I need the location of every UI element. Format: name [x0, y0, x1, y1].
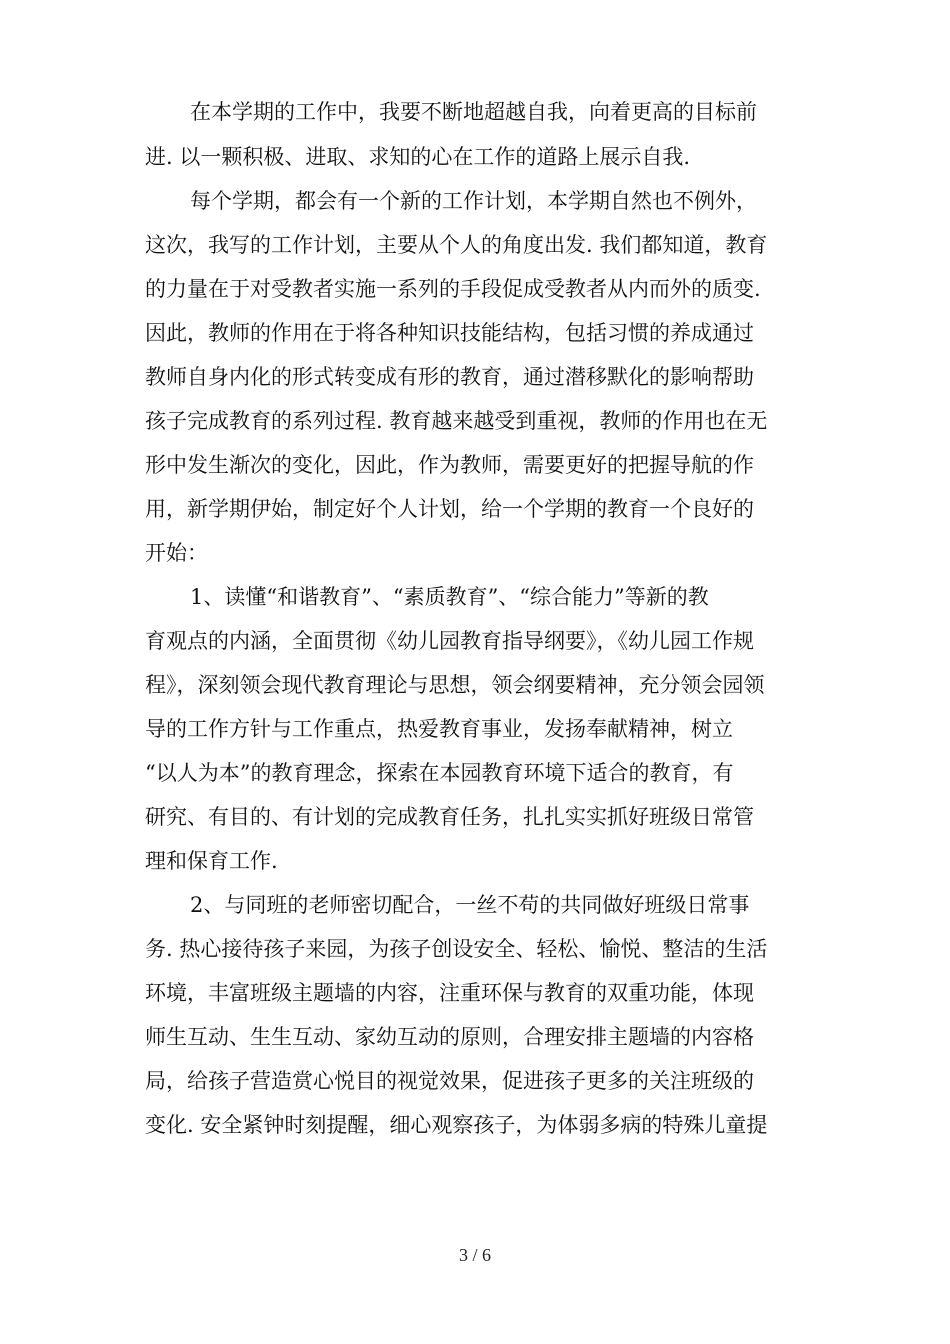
text-line: 理和保育工作. — [145, 849, 278, 873]
text-line: 在本学期的工作中，我要不断地超越自我，向着更高的目标前 — [190, 100, 757, 124]
text-line: “以人为本”的教育理念，探索在本园教育环境下适合的教育，有 — [145, 761, 734, 785]
text-line: 因此，教师的作用在于将各种知识技能结构，包括习惯的养成通过 — [145, 321, 754, 345]
page-number: 3 / 6 — [458, 1245, 491, 1265]
text-line: 研究、有目的、有计划的完成教育任务，扎扎实实抓好班级日常管 — [145, 805, 754, 829]
text-line: 局，给孩子营造赏心悦目的视觉效果，促进孩子更多的关注班级的 — [145, 1069, 754, 1093]
text-line: 环境，丰富班级主题墙的内容，注重环保与教育的双重功能，体现 — [145, 981, 754, 1005]
text-line: 务. 热心接待孩子来园，为孩子创设安全、轻松、愉悦、整洁的生活 — [145, 937, 768, 961]
text-line: 形中发生渐次的变化，因此，作为教师，需要更好的把握导航的作 — [145, 453, 754, 477]
text-line: 导的工作方针与工作重点，热爱教育事业，发扬奉献精神，树立 — [145, 717, 733, 741]
text-line: 2、与同班的老师密切配合，一丝不苟的共同做好班级日常事 — [190, 893, 750, 917]
text-line: 用，新学期伊始，制定好个人计划，给一个学期的教育一个良好的 — [145, 497, 754, 521]
text-line: 进. 以一颗积极、进取、求知的心在工作的道路上展示自我. — [145, 145, 691, 169]
text-line: 开始： — [145, 541, 208, 565]
text-line: 程》，深刻领会现代教育理论与思想，领会纲要精神，充分领会园领 — [145, 673, 765, 697]
text-line: 每个学期，都会有一个新的工作计划，本学期自然也不例外， — [190, 189, 757, 213]
text-line: 变化. 安全紧钟时刻提醒，细心观察孩子，为体弱多病的特殊儿童提 — [145, 1113, 768, 1137]
text-line: 的力量在于对受教者实施一系列的手段促成受教者从内而外的质变. — [145, 277, 761, 301]
text-line: 这次，我写的工作计划，主要从个人的角度出发. 我们都知道，教育 — [145, 233, 768, 257]
text-line: 1、读懂“和谐教育”、“素质教育”、“综合能力”等新的教 — [190, 585, 709, 609]
text-line: 孩子完成教育的系列过程. 教育越来越受到重视，教师的作用也在无 — [145, 409, 768, 433]
text-line: 师生互动、生生互动、家幼互动的原则，合理安排主题墙的内容格 — [145, 1025, 754, 1049]
text-line: 育观点的内涵，全面贯彻《幼儿园教育指导纲要》，《幼儿园工作规 — [145, 629, 754, 653]
text-line: 教师自身内化的形式转变成有形的教育，通过潜移默化的影响帮助 — [145, 365, 754, 389]
